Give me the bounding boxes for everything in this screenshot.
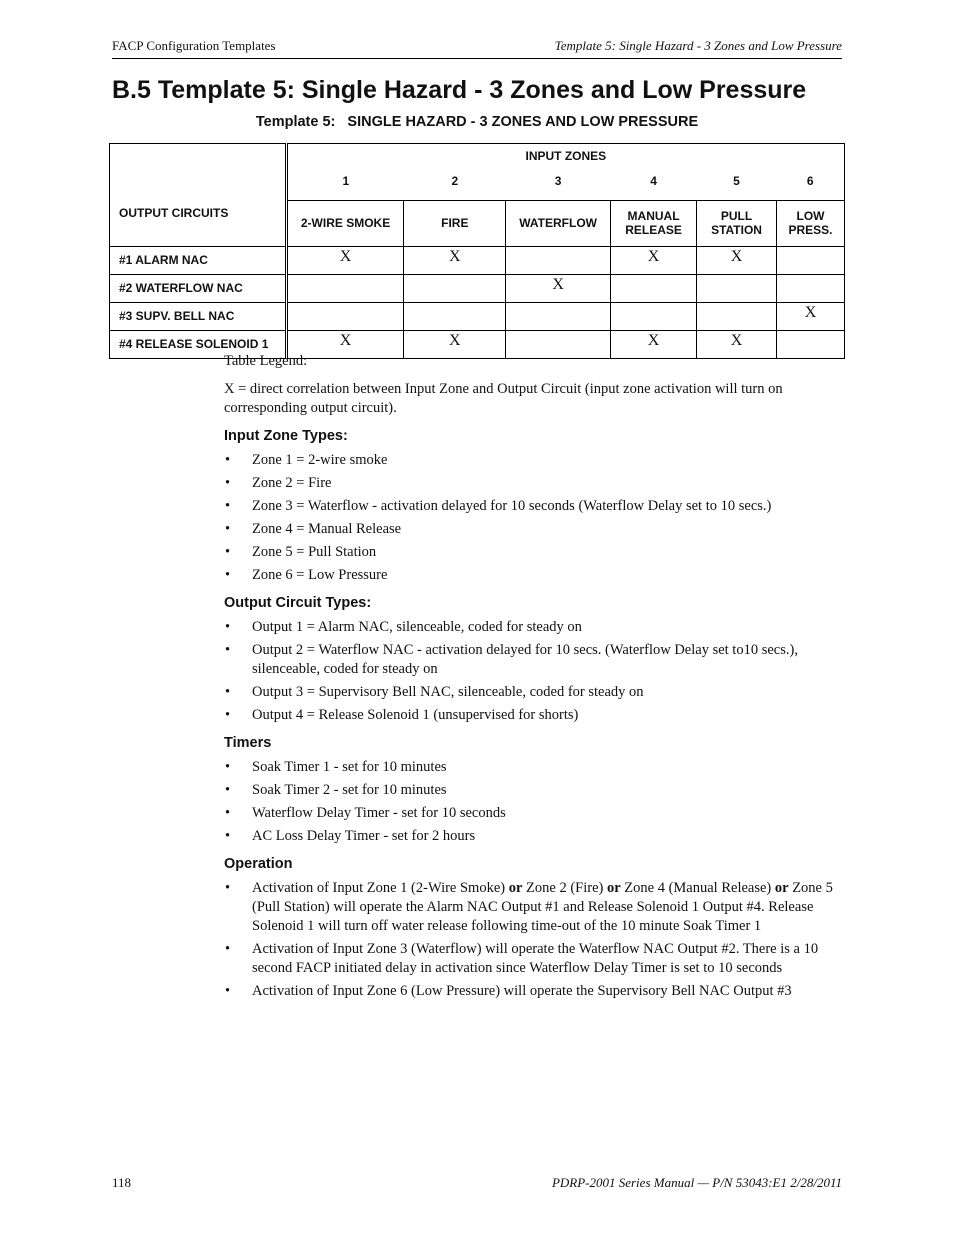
output-circuit-label: #1 ALARM NAC bbox=[110, 246, 287, 274]
output-circuit-label: #3 SUPV. BELL NAC bbox=[110, 302, 287, 330]
input-zone-types-list bbox=[224, 451, 844, 585]
list-item: • Zone 6 = Low Pressure bbox=[224, 566, 844, 585]
list-item: • Output 2 = Waterflow NAC - activation delayed for 10 secs. (Waterflow Delay set to10 secs.), silenceable, coded for steady on bbox=[224, 641, 844, 679]
correlation-cell: X bbox=[611, 246, 697, 274]
zone-type-cell: 2-WIRE SMOKE bbox=[286, 201, 404, 247]
page-header bbox=[112, 38, 842, 59]
correlation-cell: X bbox=[506, 274, 611, 302]
zone-type-cell: WATERFLOW bbox=[506, 201, 611, 247]
correlation-cell: X bbox=[404, 246, 506, 274]
list-item: • Soak Timer 2 - set for 10 minutes bbox=[224, 781, 844, 800]
output-circuit-label: #4 RELEASE SOLENOID 1 bbox=[110, 330, 287, 358]
correlation-cell: X bbox=[697, 330, 777, 358]
list-item: • Zone 1 = 2-wire smoke bbox=[224, 451, 844, 470]
list-item: • Activation of Input Zone 6 (Low Pressure) will operate the Supervisory Bell NAC Output #3 bbox=[224, 982, 844, 1001]
correlation-cell bbox=[506, 302, 611, 330]
correlation-cell: X bbox=[286, 330, 404, 358]
correlation-cell bbox=[697, 302, 777, 330]
header-right-text: Template 5: Single Hazard - 3 Zones and Low Pressure bbox=[554, 38, 842, 53]
input-zones-header: INPUT ZONES bbox=[286, 144, 844, 175]
correlation-cell bbox=[506, 246, 611, 274]
correlation-cell bbox=[404, 302, 506, 330]
correlation-cell: X bbox=[697, 246, 777, 274]
zone-number: 1 bbox=[286, 174, 404, 201]
list-item: • Soak Timer 1 - set for 10 minutes bbox=[224, 758, 844, 777]
list-item: • AC Loss Delay Timer - set for 2 hours bbox=[224, 827, 844, 846]
operation-or: or bbox=[774, 880, 789, 896]
output-circuit-types-heading: Output Circuit Types: bbox=[224, 595, 372, 611]
header-left-text: FACP Configuration Templates bbox=[112, 38, 276, 53]
table-legend-label: Table Legend: bbox=[224, 353, 308, 369]
operation-list bbox=[224, 879, 844, 1001]
timers-list bbox=[224, 758, 844, 846]
operation-or: or bbox=[508, 880, 523, 896]
correlation-cell bbox=[404, 274, 506, 302]
correlation-cell: X bbox=[286, 246, 404, 274]
correlation-cell: X bbox=[611, 330, 697, 358]
page-number: 118 bbox=[112, 1175, 132, 1190]
zone-type-cell: LOW PRESS. bbox=[777, 201, 845, 247]
correlation-cell bbox=[611, 274, 697, 302]
output-circuit-label: #2 WATERFLOW NAC bbox=[110, 274, 287, 302]
output-circuits-header: OUTPUT CIRCUITS bbox=[110, 201, 287, 247]
correlation-cell bbox=[777, 274, 845, 302]
correlation-cell: X bbox=[777, 302, 845, 330]
zone-type-cell: MANUAL RELEASE bbox=[611, 201, 697, 247]
zone-type-cell: FIRE bbox=[404, 201, 506, 247]
list-item: • Zone 2 = Fire bbox=[224, 474, 844, 493]
table-row bbox=[110, 274, 845, 302]
section-title: B.5 Template 5: Single Hazard - 3 Zones and Low Pressure bbox=[112, 76, 807, 104]
operation-text: Zone 2 (Fire) bbox=[522, 880, 607, 896]
timers-heading: Timers bbox=[224, 735, 272, 751]
correlation-cell bbox=[697, 274, 777, 302]
list-item: • Activation of Input Zone 3 (Waterflow) will operate the Waterflow NAC Output #2. There is a 10 second FACP initiated delay in activation since Waterflow Delay Timer is set to 10 seconds bbox=[224, 940, 844, 978]
list-item: • Zone 3 = Waterflow - activation delayed for 10 seconds (Waterflow Delay set to 10 secs.) bbox=[224, 497, 844, 516]
list-item: • Zone 4 = Manual Release bbox=[224, 520, 844, 539]
table-row bbox=[110, 302, 845, 330]
list-item: • Zone 5 = Pull Station bbox=[224, 543, 844, 562]
operation-text: Zone 5 (Pull Station) will operate the Alarm NAC Output #1 and Release Solenoid 1 Output #4. Release Solenoid 1 will turn off water release following time-out of the 10 minute Soak Timer 1 bbox=[252, 880, 833, 934]
zone-number: 6 bbox=[777, 174, 845, 201]
list-item: • Output 1 = Alarm NAC, silenceable, coded for steady on bbox=[224, 618, 844, 637]
list-item: • Output 3 = Supervisory Bell NAC, silenceable, coded for steady on bbox=[224, 683, 844, 702]
list-item bbox=[224, 879, 844, 936]
body-content bbox=[224, 352, 844, 1005]
zone-type-cell: PULL STATION bbox=[697, 201, 777, 247]
correlation-cell bbox=[286, 302, 404, 330]
input-zone-types-heading: Input Zone Types: bbox=[224, 428, 348, 444]
correlation-cell: X bbox=[404, 330, 506, 358]
zone-number: 5 bbox=[733, 174, 740, 188]
correlation-cell bbox=[286, 274, 404, 302]
list-item: • Waterflow Delay Timer - set for 10 seconds bbox=[224, 804, 844, 823]
operation-or: or bbox=[606, 880, 621, 896]
zone-number: 4 bbox=[650, 174, 657, 188]
operation-text: Activation of Input Zone 1 (2-Wire Smoke) bbox=[252, 880, 509, 896]
table-caption: Template 5: SINGLE HAZARD - 3 ZONES AND LOW PRESSURE bbox=[255, 114, 699, 130]
operation-text: Zone 4 (Manual Release) bbox=[620, 880, 775, 896]
zone-output-table bbox=[109, 143, 845, 359]
table-legend-definition: X = direct correlation between Input Zone and Output Circuit (input zone activation will turn on corresponding output circuit). bbox=[224, 381, 783, 416]
output-circuit-types-list bbox=[224, 618, 844, 725]
list-item: • Output 4 = Release Solenoid 1 (unsupervised for shorts) bbox=[224, 706, 844, 725]
footer-manual-info: PDRP-2001 Series Manual — P/N 53043:E1 2/28/2011 bbox=[551, 1175, 842, 1190]
zone-number: 3 bbox=[554, 174, 562, 188]
table-corner-cell bbox=[110, 144, 287, 201]
zone-number: 2 bbox=[451, 174, 459, 188]
correlation-cell bbox=[611, 302, 697, 330]
operation-heading: Operation bbox=[224, 856, 293, 872]
table-row bbox=[110, 246, 845, 274]
correlation-cell bbox=[777, 246, 845, 274]
